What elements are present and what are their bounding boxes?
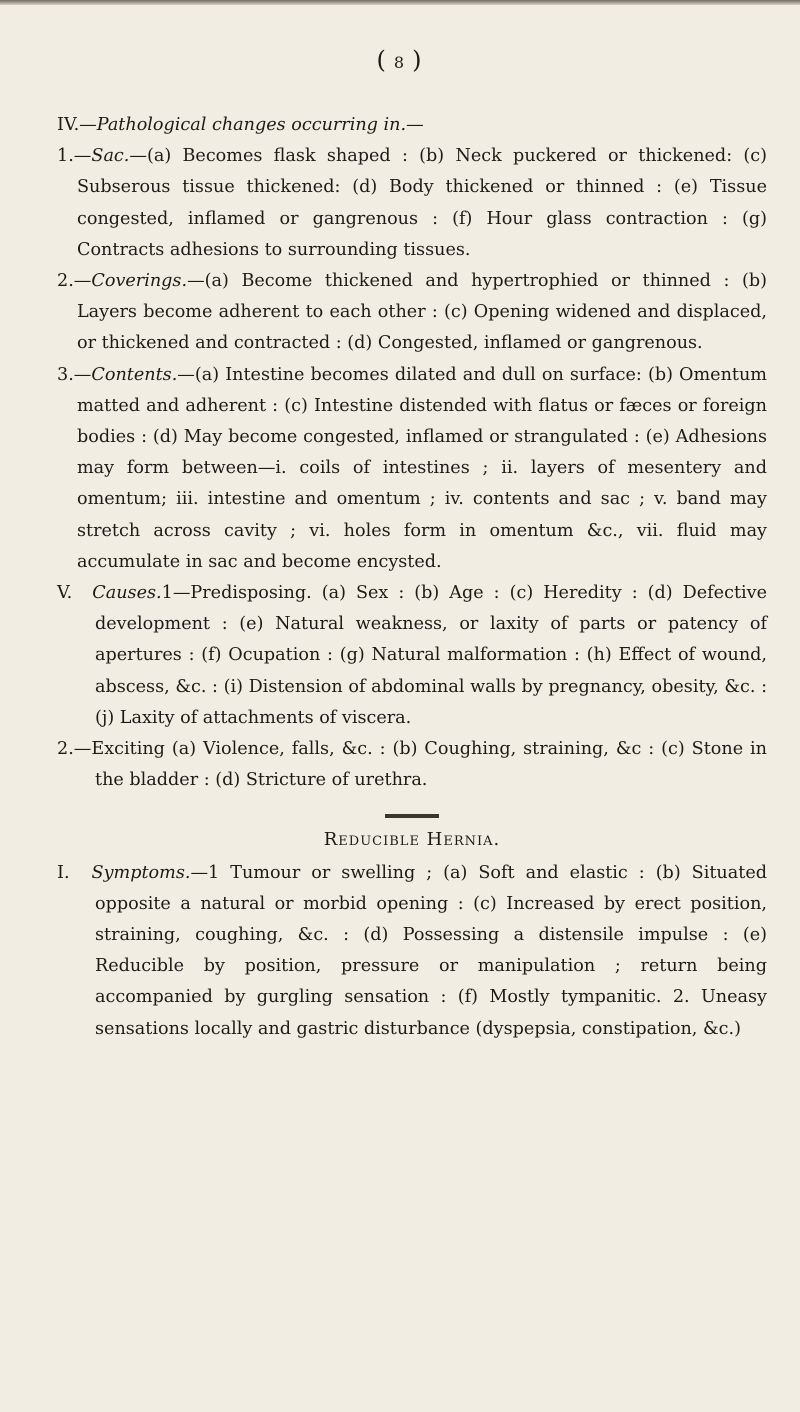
section-iv-item-number: 2.— bbox=[57, 271, 92, 292]
section-iv-item-body: —(a) Becomes flask shaped : (b) Neck puckered or thickened: (c) Subserous tissue thickened: (d) Body thickened or thinned : (e) Tissue congested, inflamed or gangrenous : (f) Hour glass contraction : (g) Contracts adhesions to surrounding tissues. bbox=[77, 146, 767, 260]
page-number-open-paren: ( bbox=[376, 46, 388, 74]
section-v-causes-predisposing bbox=[57, 578, 767, 734]
reducible-hernia-title: Reducible Hernia. bbox=[323, 829, 501, 851]
section-v-item-body: —Predisposing. (a) Sex : (b) Age : (c) Heredity : (d) Defective development : (e) Natural weakness, or laxity of parts or patency of apertures : (f) Ocupation : (g) Natural malformation : (h) Effect of wound, abscess, &c. : (i) Distension of abdominal walls by pregnancy, obesity, &c. : (j) Laxity of attachments of viscera. bbox=[95, 583, 767, 728]
page-body bbox=[57, 110, 767, 1045]
page-number-value: 8 bbox=[393, 53, 407, 72]
section-iv-item-heading: Coverings. bbox=[91, 271, 188, 292]
section-iv-item-body: —(a) Intestine becomes dilated and dull on surface: (b) Omentum matted and adherent : (c) Intestine distended with flatus or fæces or foreign bodies : (d) May become congested, inflamed or strangulated : (e) Adhesions may form between—i. coils of intestines ; ii. layers of mesentery and omentum; iii. intestine and omentum ; iv. contents and sac ; v. band may stretch across cavity ; vi. holes form in omentum &c., vii. fluid may accumulate in sac and become encysted. bbox=[77, 364, 767, 572]
section-iv-item-heading: Sac. bbox=[91, 146, 130, 167]
reducible-body: —1 Tumour or swelling ; (a) Soft and elastic : (b) Situated opposite a natural or morbid opening : (c) Increased by erect position, straining, coughing, &c. : (d) Possessing a distensile impulse : (e) Reducible by position, pressure or manipulation ; return being accompanied by gurgling sensation : (f) Mostly tympanitic. 2. Uneasy sensations locally and gastric disturbance (dyspepsia, constipation, &c.) bbox=[95, 862, 767, 1039]
section-iv-item-sac bbox=[57, 141, 767, 266]
section-iv-item-number: 1.— bbox=[57, 146, 92, 167]
section-iv-item-body: —(a) Become thickened and hypertrophied or thinned : (b) Layers become adherent to each other : (c) Opening widened and displaced, or thickened and contracted : (d) Congested, inflamed or gangrenous. bbox=[77, 271, 767, 354]
top-edge-rule bbox=[0, 0, 800, 5]
page-number-close-paren: ) bbox=[412, 46, 424, 74]
section-v-heading: Causes. bbox=[92, 583, 162, 604]
section-iv-item-contents bbox=[57, 360, 767, 578]
reducible-heading: Symptoms. bbox=[91, 862, 191, 883]
section-iv-title: —Pathological changes occurring in.— bbox=[79, 115, 424, 135]
section-divider-rule bbox=[385, 814, 439, 818]
reducible-label: I. bbox=[57, 862, 70, 883]
reducible-symptoms bbox=[57, 858, 767, 1045]
section-iv-label: IV. bbox=[57, 115, 80, 135]
section-v-item-number: 2. bbox=[57, 739, 74, 760]
section-v-item-number: 1 bbox=[161, 583, 173, 604]
page-number bbox=[0, 46, 800, 74]
section-iv-item-coverings bbox=[57, 266, 767, 360]
section-iv-item-number: 3.— bbox=[57, 364, 92, 385]
section-iv-heading bbox=[57, 110, 767, 141]
section-v-label: V. bbox=[57, 583, 73, 604]
section-iv-item-heading: Contents. bbox=[91, 364, 178, 385]
section-v-causes-exciting bbox=[57, 734, 767, 796]
section-v-item-body: —Exciting (a) Violence, falls, &c. : (b) Coughing, straining, &c : (c) Stone in the bladder : (d) Stricture of urethra. bbox=[73, 739, 767, 791]
